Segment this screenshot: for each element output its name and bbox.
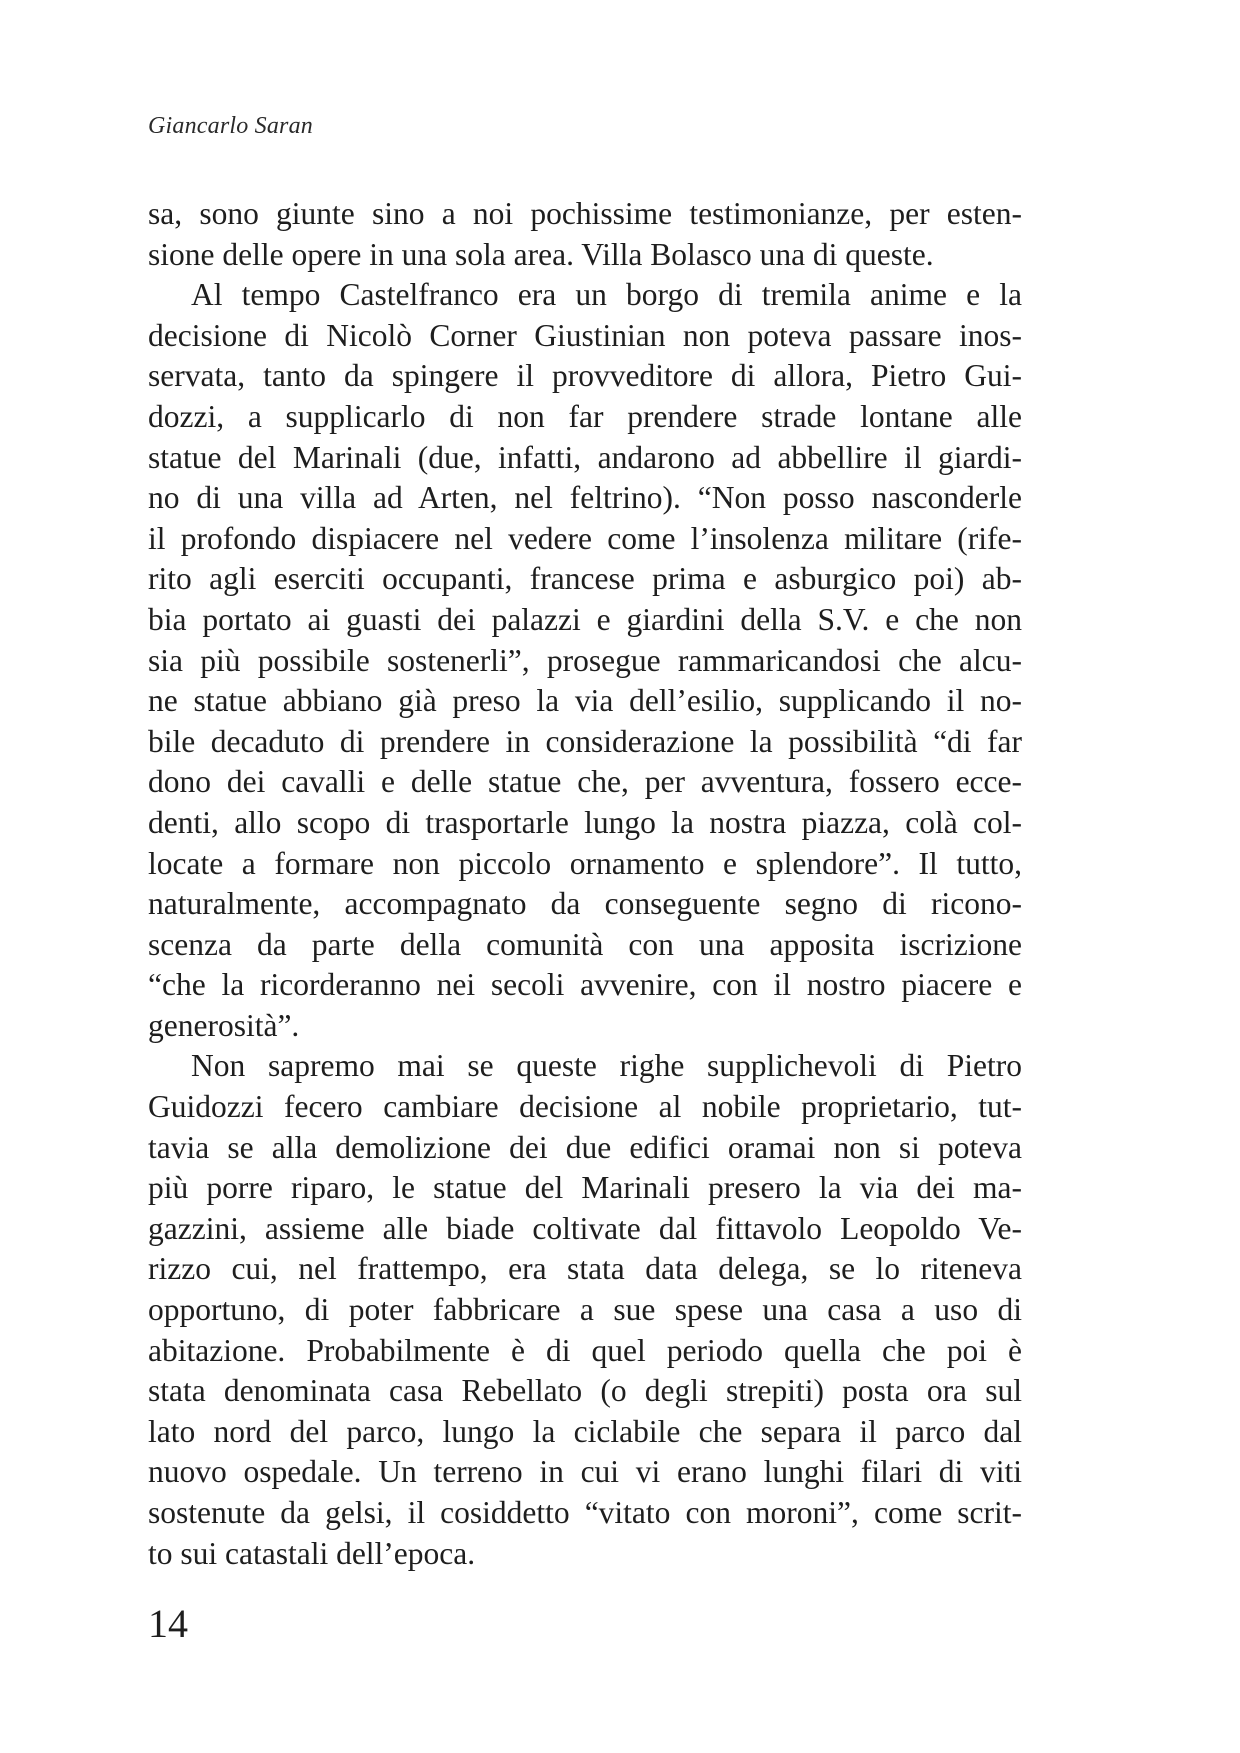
page-number: 14 [148,1601,188,1646]
text-line: generosità”. [148,1007,300,1043]
paragraph [148,275,1022,1046]
text-line: sa, sono giunte sino a noi pochissime testimonianze, per esten- [148,196,1022,231]
text-line: lato nord del parco, lungo la ciclabile che separa il parco dal [148,1413,1022,1449]
text-line: locate a formare non piccolo ornamento e splendore”. Il tutto, [148,845,1022,881]
text-line: Non sapremo mai se queste righe supplichevoli di Pietro [191,1048,1022,1084]
text-line: opportuno, di poter fabbricare a sue spese una casa a uso di [148,1292,1022,1328]
paragraph [148,1046,1022,1574]
text-line: no di una villa ad Arten, nel feltrino). “Non posso nasconderle [148,480,1022,516]
paragraph [148,194,1022,275]
text-line: rizzo cui, nel frattempo, era stata data delega, se lo riteneva [148,1251,1022,1287]
text-line: il profondo dispiacere nel vedere come l’insolenza militare (rife- [148,520,1022,556]
text-line: sione delle opere in una sola area. Villa Bolasco una di queste. [148,236,934,272]
text-line: scenza da parte della comunità con una apposita iscrizione [148,926,1022,962]
text-line: “che la ricorderanno nei secoli avvenire, con il nostro piacere e [148,967,1022,1003]
text-line: servata, tanto da spingere il provveditore di allora, Pietro Gui- [148,358,1022,394]
text-line: stata denominata casa Rebellato (o degli strepiti) posta ora sul [148,1373,1022,1409]
text-line: bile decaduto di prendere in considerazione la possibilità “di far [148,723,1022,759]
text-line: tavia se alla demolizione dei due edifici oramai non si poteva [148,1129,1022,1165]
text-line: ne statue abbiano già preso la via dell’esilio, supplicando il no- [148,683,1022,719]
text-line: Al tempo Castelfranco era un borgo di tremila anime e la [191,277,1022,313]
text-line: Guidozzi fecero cambiare decisione al nobile proprietario, tut- [148,1089,1022,1125]
text-line: decisione di Nicolò Corner Giustinian non poteva passare inos- [148,317,1022,353]
text-line: sostenute da gelsi, il cosiddetto “vitato con moroni”, come scrit- [148,1495,1022,1530]
body-text [148,194,1022,1574]
text-line: dono dei cavalli e delle statue che, per avventura, fossero ecce- [148,764,1022,800]
text-line: dozzi, a supplicarlo di non far prendere strade lontane alle [148,398,1022,434]
text-line: statue del Marinali (due, infatti, andarono ad abbellire il giardi- [148,439,1022,475]
text-line: abitazione. Probabilmente è di quel periodo quella che poi è [148,1332,1022,1368]
text-line: to sui catastali dell’epoca. [148,1535,476,1571]
text-line: denti, allo scopo di trasportarle lungo la nostra piazza, colà col- [148,804,1022,840]
text-line: gazzini, assieme alle biade coltivate dal fittavolo Leopoldo Ve- [148,1210,1022,1246]
text-line: naturalmente, accompagnato da conseguente segno di ricono- [148,886,1022,922]
text-line: bia portato ai guasti dei palazzi e giardini della S.V. e che non [148,601,1022,637]
text-line: sia più possibile sostenerli”, prosegue rammaricandosi che alcu- [148,642,1022,678]
text-line: rito agli eserciti occupanti, francese prima e asburgico poi) ab- [148,561,1022,597]
text-line: nuovo ospedale. Un terreno in cui vi erano lunghi filari di viti [148,1454,1022,1490]
running-header-author: Giancarlo Saran [148,113,313,139]
text-line: più porre riparo, le statue del Marinali presero la via dei ma- [148,1170,1022,1206]
